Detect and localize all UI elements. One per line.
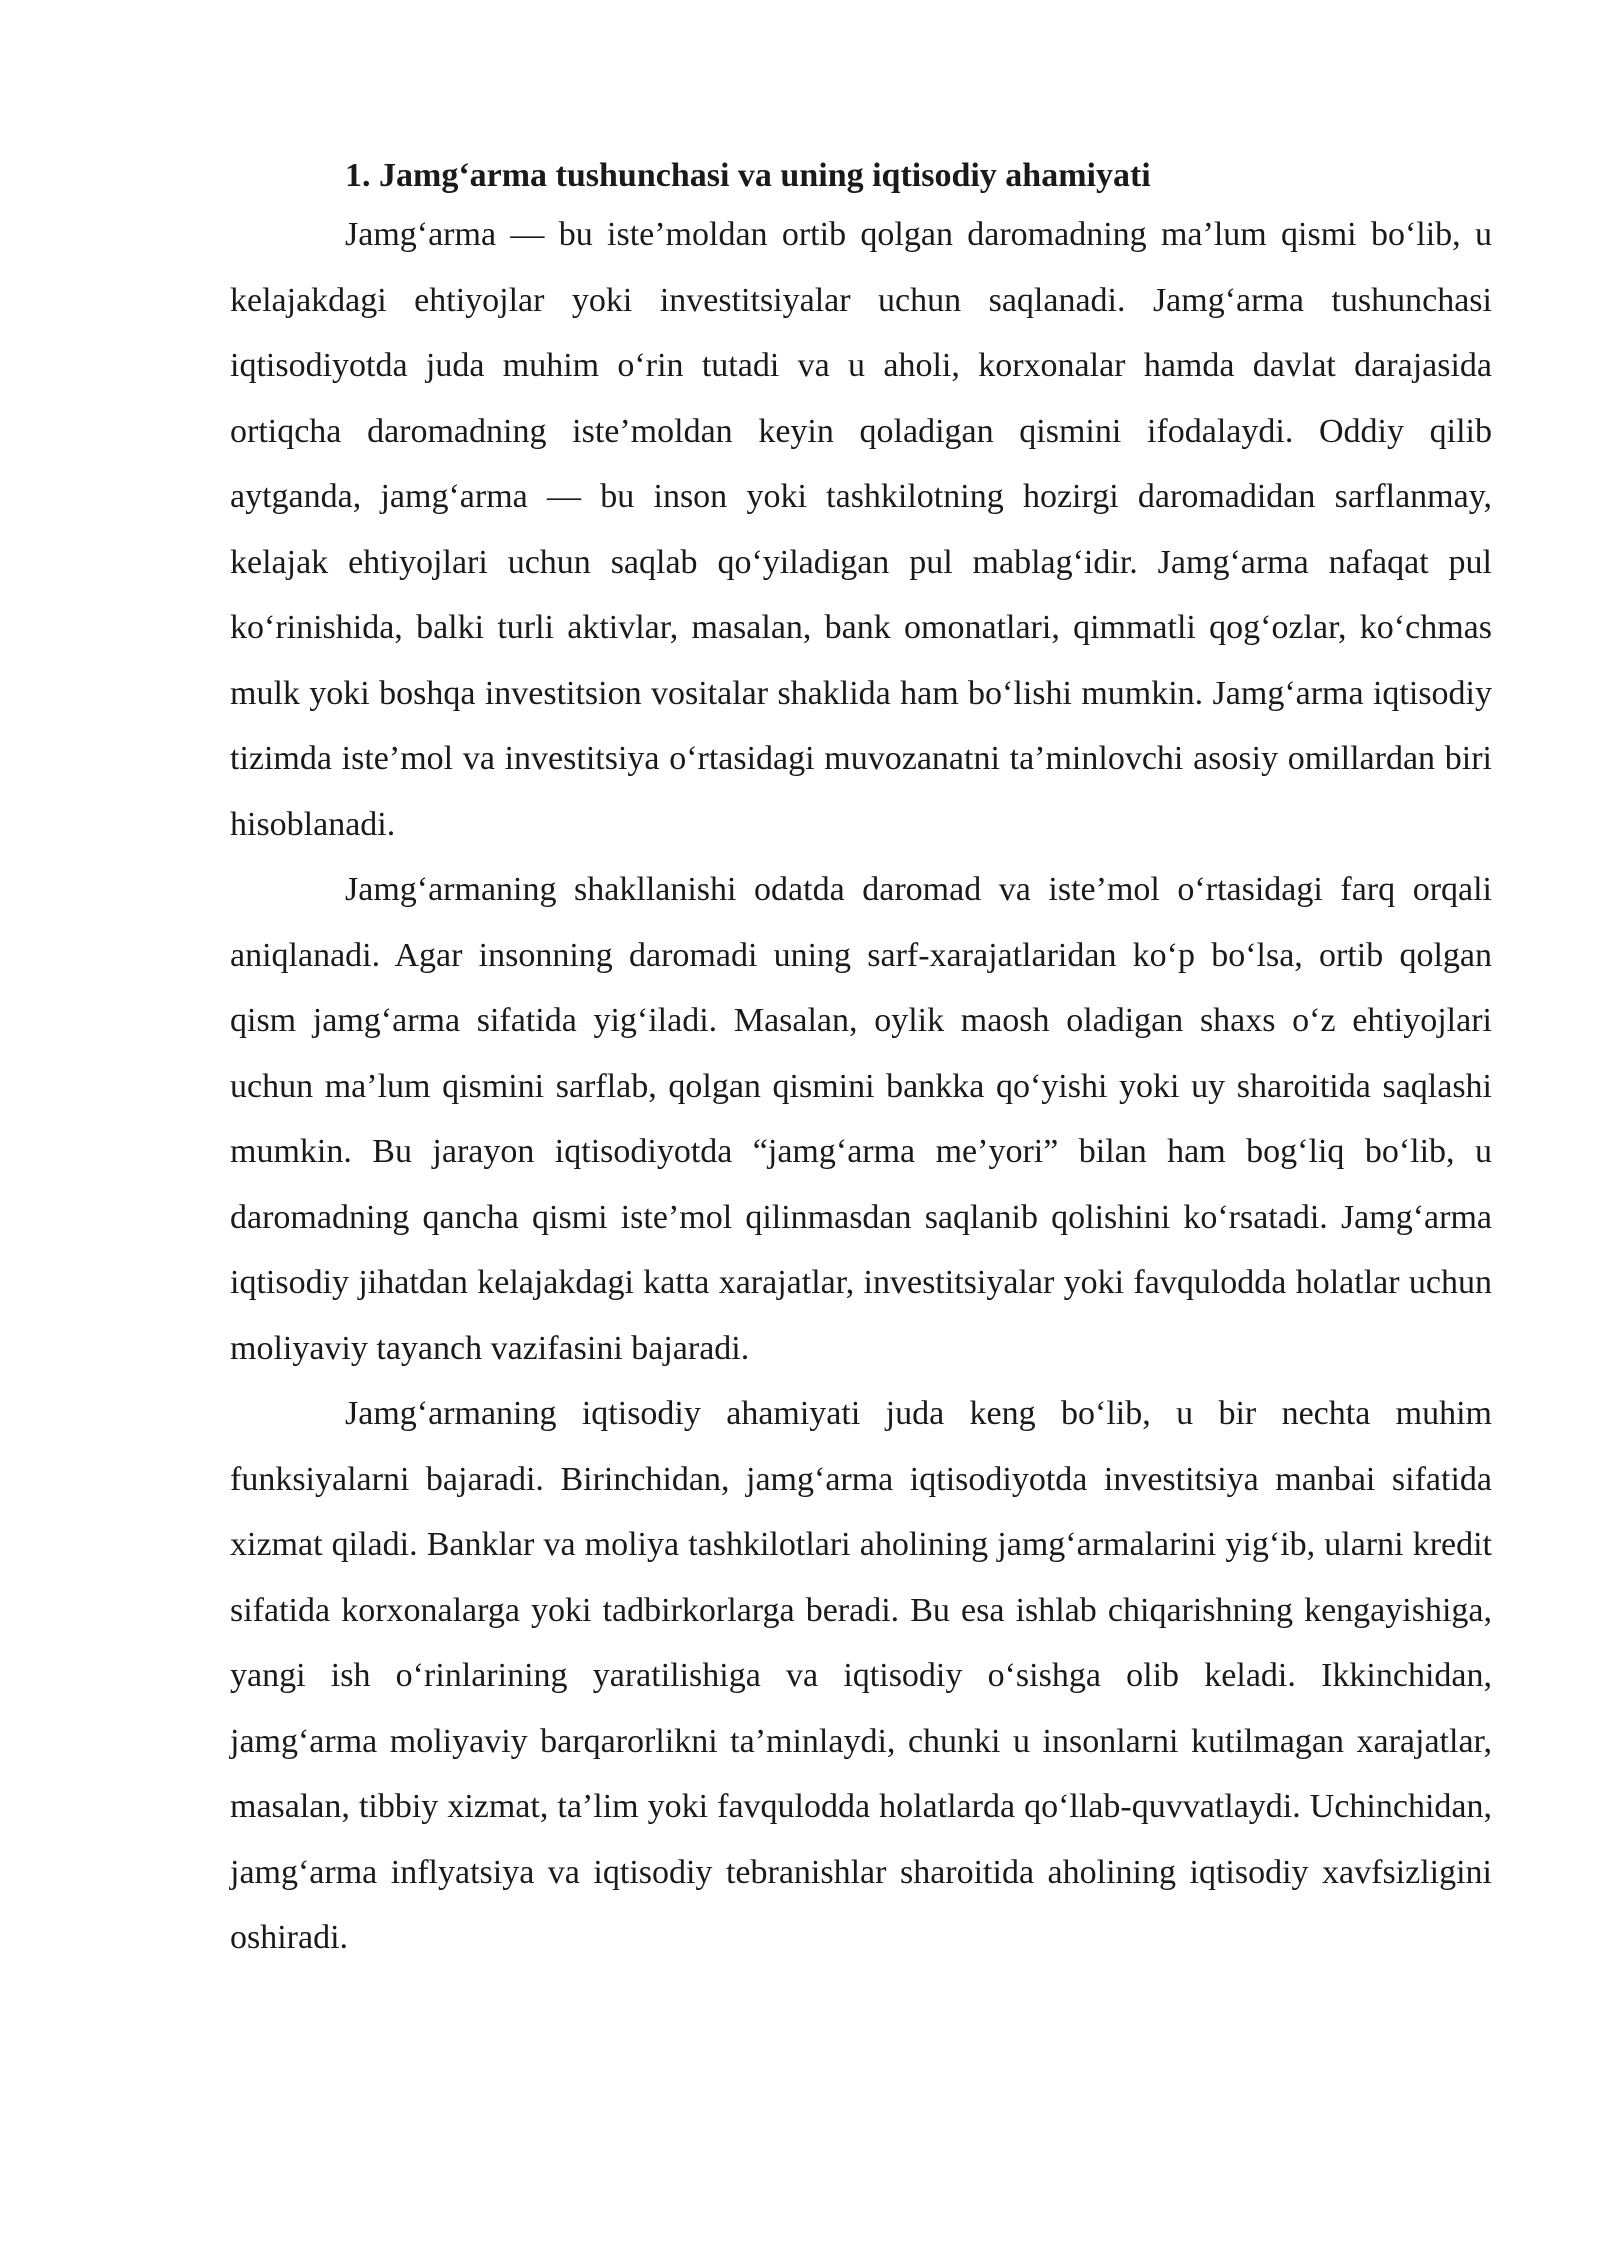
paragraph-formation: Jamg‘armaning shakllanishi odatda daromad va iste’mol o‘rtasidagi farq orqali aniqlanadi. Agar insonning daromadi uning sarf-xarajatlaridan ko‘p bo‘lsa, ortib qolgan qism jamg‘arma sifatida yig‘iladi. Masalan, oylik maosh oladigan shaxs o‘z ehtiyojlari uchun ma’lum qismini sarflab, qolgan qismini bankka qo‘yishi yoki uy sharoitida saqlashi mumkin. Bu jarayon iqtisodiyotda “jamg‘arma me’yori” bilan ham bog‘liq bo‘lib, u daromadning qancha qismi iste’mol qilinmasdan saqlanib qolishini ko‘rsatadi. Jamg‘arma iqtisodiy jihatdan kelajakdagi katta xarajatlar, investitsiyalar yoki favqulodda holatlar uchun moliyaviy tayanch vazifasini bajaradi.	[230, 871, 1492, 1367]
section-heading: 1. Jamg‘arma tushunchasi va uning iqtisodiy ahamiyati	[345, 157, 1151, 194]
document-body	[230, 150, 1492, 1971]
paragraph-definition: Jamg‘arma — bu iste’moldan ortib qolgan daromadning ma’lum qismi bo‘lib, u kelajakdagi ehtiyojlar yoki investitsiyalar uchun saqlanadi. Jamg‘arma tushunchasi iqtisodiyotda juda muhim o‘rin tutadi va u aholi, korxonalar hamda davlat darajasida ortiqcha daromadning iste’moldan keyin qoladigan qismini ifodalaydi. Oddiy qilib aytganda, jamg‘arma — bu inson yoki tashkilotning hozirgi daromadidan sarflanmay, kelajak ehtiyojlari uchun saqlab qo‘yiladigan pul mablag‘idir. Jamg‘arma nafaqat pul ko‘rinishida, balki turli aktivlar, masalan, bank omonatlari, qimmatli qog‘ozlar, ko‘chmas mulk yoki boshqa investitsion vositalar shaklida ham bo‘lishi mumkin. Jamg‘arma iqtisodiy tizimda iste’mol va investitsiya o‘rtasidagi muvozanatni ta’minlovchi asosiy omillardan biri hisoblanadi.	[230, 216, 1492, 843]
paragraph-significance: Jamg‘armaning iqtisodiy ahamiyati juda keng bo‘lib, u bir nechta muhim funksiyalarni bajaradi. Birinchidan, jamg‘arma iqtisodiyotda investitsiya manbai sifatida xizmat qiladi. Banklar va moliya tashkilotlari aholining jamg‘armalarini yig‘ib, ularni kredit sifatida korxonalarga yoki tadbirkorlarga beradi. Bu esa ishlab chiqarishning kengayishiga, yangi ish o‘rinlarining yaratilishiga va iqtisodiy o‘sishga olib keladi. Ikkinchidan, jamg‘arma moliyaviy barqarorlikni ta’minlaydi, chunki u insonlarni kutilmagan xarajatlar, masalan, tibbiy xizmat, ta’lim yoki favqulodda holatlarda qo‘llab-quvvatlaydi. Uchinchidan, jamg‘arma inflyatsiya va iqtisodiy tebranishlar sharoitida aholining iqtisodiy xavfsizligini oshiradi.	[230, 1395, 1492, 1956]
